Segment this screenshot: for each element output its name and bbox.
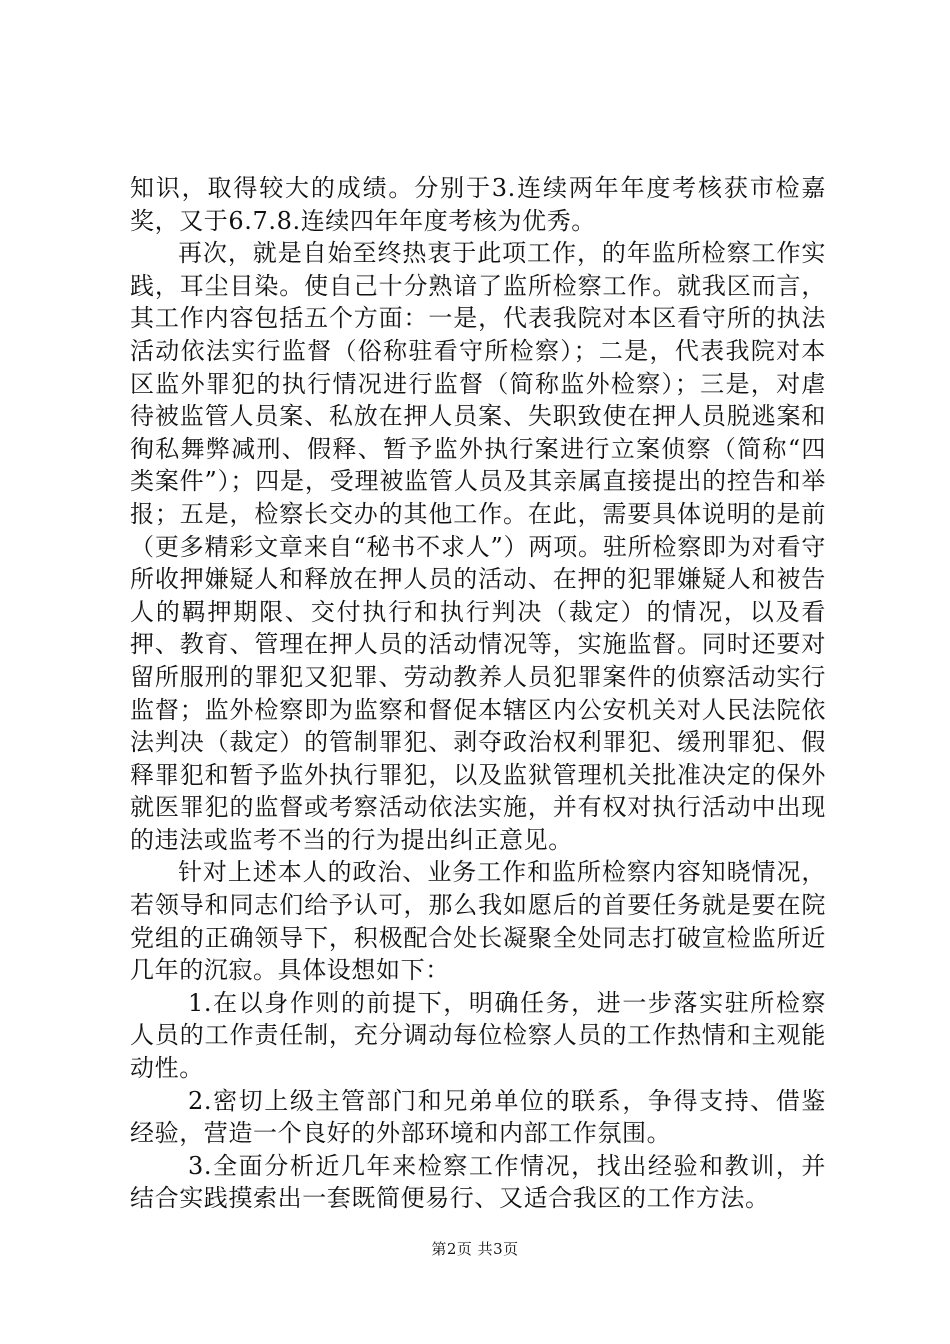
paragraph-continuation: 知识，取得较大的成绩。分别于3.连续两年年度考核获市检嘉奖，又于6.7.8.连续四年年度考核为优秀。: [130, 174, 826, 235]
page-number-label: 第2页 共3页: [431, 1240, 519, 1258]
paragraph-primary-task: 针对上述本人的政治、业务工作和监所检察内容知晓情况，若领导和同志们给予认可，那么我如愿后的首要任务就是要在院党组的正确领导下，积极配合处长凝聚全处同志打破宣检监所近几年的沉寂。具体设想如下：: [130, 858, 826, 985]
page-footer: [0, 1238, 950, 1259]
paragraph-supervision-scope: 再次，就是自始至终热衷于此项工作，的年监所检察工作实践，耳尘目染。使自己十分熟谙了监所检察工作。就我区而言，其工作内容包括五个方面：一是，代表我院对本区看守所的执法活动依法实行监督（俗称驻看守所检察）；二是，代表我院对本区监外罪犯的执行情况进行监督（简称监外检察）；三是，对虐待被监管人员案、私放在押人员案、失职致使在押人员脱逃案和徇私舞弊减刑、假释、暂予监外执行案进行立案侦察（简称“四类案件”）；四是，受理被监管人员及其亲属直接提出的控告和举报；五是，检察长交办的其他工作。在此，需要具体说明的是前（更多精彩文章来自“秘书不求人”）两项。驻所检察即为对看守所收押嫌疑人和释放在押人员的活动、在押的犯罪嫌疑人和被告人的羁押期限、交付执行和执行判决（裁定）的情况，以及看押、教育、管理在押人员的活动情况等，实施监督。同时还要对留所服刑的罪犯又犯罪、劳动教养人员犯罪案件的侦察活动实行监督；监外检察即为监察和督促本辖区内公安机关对人民法院依法判决（裁定）的管制罪犯、剥夺政治权利罪犯、缓刑罪犯、假释罪犯和暂予监外执行罪犯，以及监狱管理机关批准决定的保外就医罪犯的监督或考察活动依法实施，并有权对执行活动中出现的违法或监考不当的行为提出纠正意见。: [130, 239, 826, 854]
list-item-3: 3.全面分析近几年来检察工作情况，找出经验和教训，并结合实践摸索出一套既简便易行、又适合我区的工作方法。: [130, 1151, 826, 1213]
list-item-2: 2.密切上级主管部门和兄弟单位的联系，争得支持、借鉴经验，营造一个良好的外部环境和内部工作氛围。: [130, 1086, 826, 1148]
document-body: [130, 172, 826, 1215]
list-item-1: 1.在以身作则的前提下，明确任务，进一步落实驻所检察人员的工作责任制，充分调动每位检察人员的工作热情和主观能动性。: [130, 988, 826, 1083]
